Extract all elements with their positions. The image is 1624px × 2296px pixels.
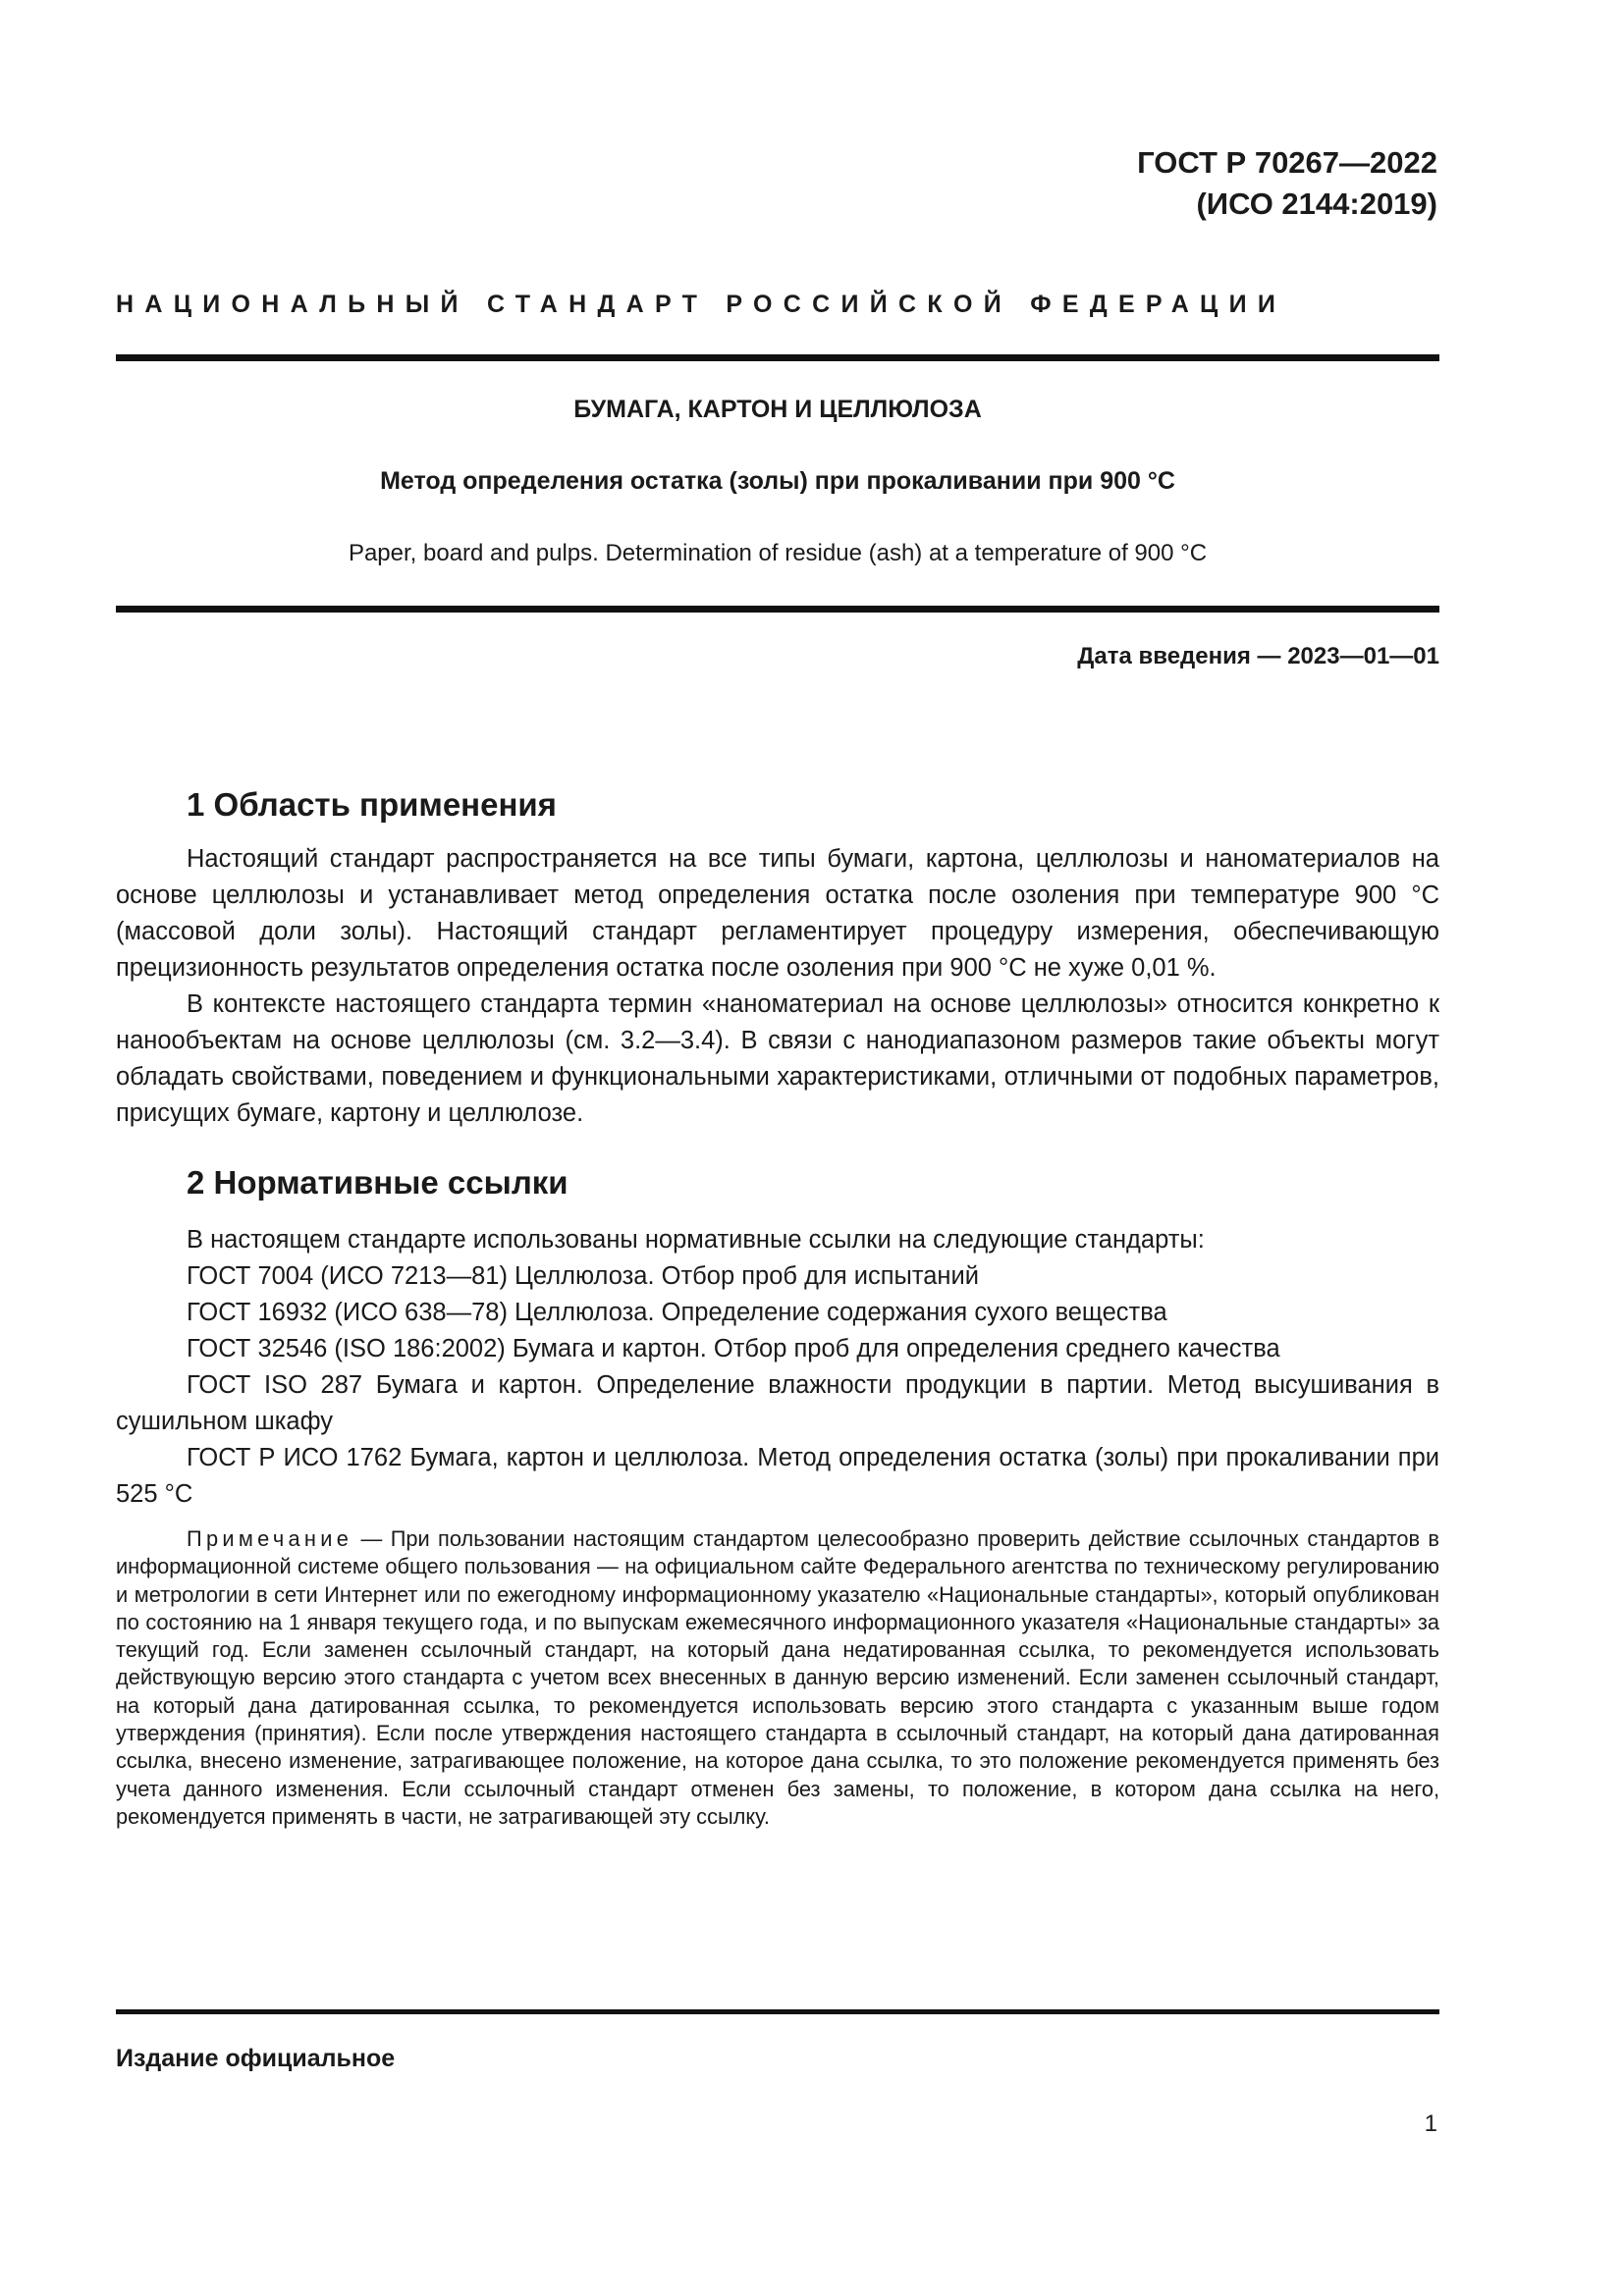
document-title-english: Paper, board and pulps. Determination of residue (ash) at a temperature of 900 °C [348,540,1208,566]
section-1-paragraph-1: Настоящий стандарт распространяется на все типы бумаги, картона, целлюлозы и наноматериалов на основе целлюлозы и устанавливает метод определения остатка после озоления при температуре 900 °С (массовой доли золы). Настоящий стандарт регламентирует процедуру измерения, обеспечивающую прецизионность результатов определения остатка после озоления при 900 °С не хуже 0,01 %. [116,845,1439,982]
introduction-date: Дата введения — 2023—01—01 [1077,643,1439,669]
standard-designation [1137,142,1437,225]
normative-references-list [116,1222,1439,1513]
reference-item: ГОСТ Р ИСО 1762 Бумага, картон и целлюлоза. Метод определения остатка (золы) при прокаливании при 525 °С [116,1444,1439,1508]
reference-item: ГОСТ 32546 (ISO 186:2002) Бумага и картон. Отбор проб для определения среднего качества [187,1335,1280,1362]
section-1-paragraph-2: В контексте настоящего стандарта термин «наноматериал на основе целлюлозы» относится конкретно к нанообъектам на основе целлюлозы (см. 3.2—3.4). В связи с нанодиапазоном размеров такие объекты могут обладать свойствами, поведением и функциональными характеристиками, отличными от подобных параметров, присущих бумаге, картону и целлюлозе. [116,990,1439,1127]
references-intro: В настоящем стандарте использованы нормативные ссылки на следующие стандарты: [187,1226,1205,1254]
edition-label: Издание официальное [116,2045,396,2072]
document-body [116,786,1439,1831]
note-text: — При пользовании настоящим стандартом целесообразно проверить действие ссылочных стандартов в информационной системе общего пользования — на официальном сайте Федерального агентства по техническому регулированию и метрологии в сети Интернет или по ежегодному информационному указателю «Национальные стандарты», который опубликован по состоянию на 1 января текущего года, и по выпускам ежемесячного информационного указателя «Национальные стандарты» за текущий год. Если заменен ссылочный стандарт, на который дана недатированная ссылка, то рекомендуется использовать действующую версию этого стандарта с учетом всех внесенных в данную версию изменений. Если заменен ссылочный стандарт, на который дана датированная ссылка, то рекомендуется использовать версию этого стандарта с указанным выше годом утверждения (принятия). Если после утверждения настоящего стандарта в ссылочный стандарт, на который дана датированная ссылка, внесено изменение, затрагивающее положение, на которое дана ссылка, то это положение рекомендуется применять без учета данного изменения. Если ссылочный стандарт отменен без замены, то положение, в котором дана ссылка на него, рекомендуется применять в части, не затрагивающей эту ссылку. [116,1526,1439,1829]
reference-item: ГОСТ 7004 (ИСО 7213—81) Целлюлоза. Отбор проб для испытаний [187,1262,979,1290]
document-title: БУМАГА, КАРТОН И ЦЕЛЛЮЛОЗА [573,396,982,423]
header-divider [116,354,1439,361]
note-block [116,1525,1439,1831]
page-number: 1 [1424,2110,1437,2137]
title-divider [116,606,1439,613]
reference-item: ГОСТ 16932 (ИСО 638—78) Целлюлоза. Определение содержания сухого вещества [187,1299,1167,1326]
note-label: Примечание [187,1526,353,1551]
reference-item: ГОСТ ISO 287 Бумага и картон. Определение влажности продукции в партии. Метод высушивания в сушильном шкафу [116,1371,1439,1435]
designation-iso: (ИСО 2144:2019) [1196,187,1437,221]
section-1-heading: 1 Область применения [187,786,557,823]
document-subtitle: Метод определения остатка (золы) при прокаливании при 900 °С [380,467,1175,495]
section-2-heading: 2 Нормативные ссылки [187,1164,568,1201]
footer-divider [116,2009,1439,2014]
designation-number: ГОСТ Р 70267—2022 [1137,145,1437,180]
national-standard-banner: НАЦИОНАЛЬНЫЙ СТАНДАРТ РОССИЙСКОЙ ФЕДЕРАЦИИ [116,291,1287,318]
